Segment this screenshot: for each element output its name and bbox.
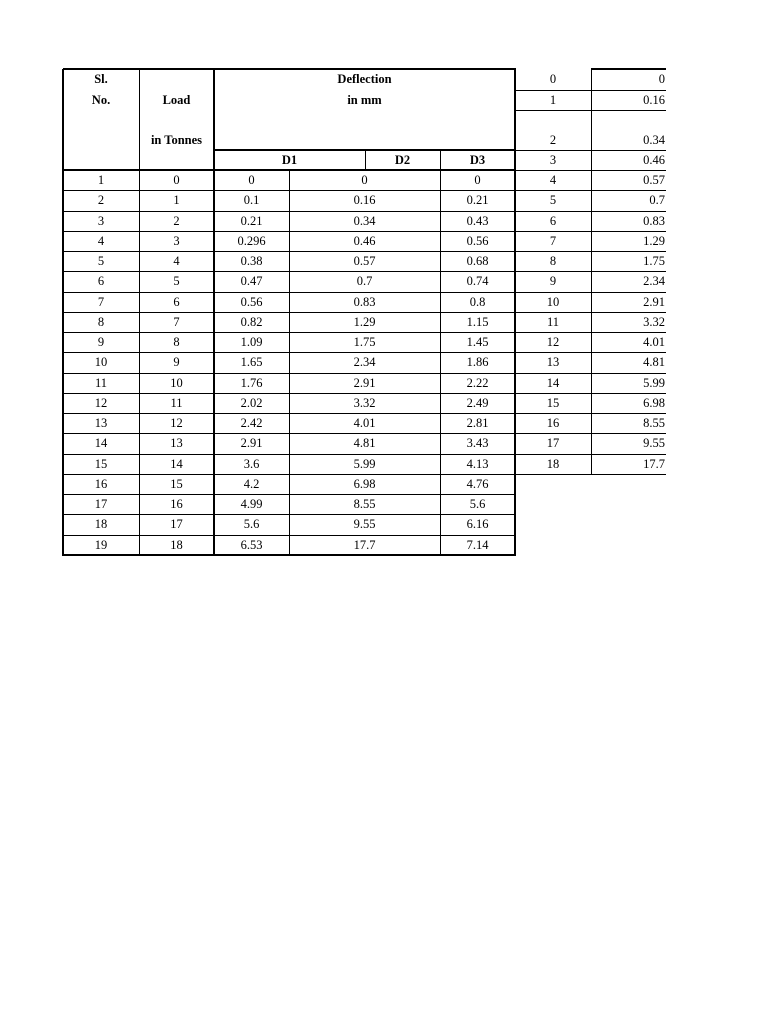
cell-d1: 1.65 [240, 355, 263, 370]
side-cell-x: 3 [549, 153, 557, 167]
side-cell-y: 3.32 [643, 314, 665, 329]
header-deflection: Deflection [337, 72, 392, 86]
cell-sl: 3 [97, 213, 105, 228]
cell-load: 7 [173, 314, 180, 329]
cell-d3: 0.68 [466, 254, 489, 268]
cell-d1: 2.42 [240, 416, 263, 430]
cell-d2: 8.55 [353, 497, 376, 511]
cell-d3: 4.76 [466, 476, 489, 491]
cell-d3: 5.6 [469, 497, 486, 511]
cell-d3: 0.21 [466, 193, 489, 208]
cell-sl: 6 [97, 274, 105, 289]
side-cell-y: 1.75 [643, 254, 665, 268]
cell-sl: 9 [97, 335, 105, 349]
cell-load: 16 [170, 497, 183, 511]
cell-d2: 2.34 [353, 355, 376, 370]
side-cell-x: 7 [549, 233, 557, 248]
side-cell-x: 9 [549, 274, 557, 289]
side-cell-x: 13 [546, 355, 560, 370]
side-cell-y: 0.57 [643, 173, 665, 187]
cell-d2: 1.75 [353, 335, 376, 349]
cell-d2: 5.99 [353, 456, 376, 471]
cell-load: 3 [173, 233, 180, 248]
cell-sl: 19 [94, 537, 108, 552]
cell-d3: 3.43 [466, 436, 489, 451]
header-in-mm: in mm [347, 93, 382, 107]
cell-d3: 6.16 [466, 517, 489, 532]
cell-d1: 1.76 [240, 375, 263, 390]
cell-load: 10 [170, 375, 183, 390]
cell-d3: 1.15 [466, 314, 489, 329]
header-in-tonnes: in Tonnes [150, 133, 203, 147]
cell-d3: 4.13 [466, 456, 489, 471]
side-cell-x: 15 [546, 395, 560, 410]
side-cell-x: 1 [549, 93, 557, 107]
cell-d3: 2.49 [466, 395, 489, 410]
side-cell-y: 0.83 [643, 213, 665, 228]
cell-d1: 0.1 [243, 193, 260, 208]
side-cell-y: 4.01 [643, 335, 665, 349]
cell-load: 17 [170, 517, 183, 532]
side-cell-x: 17 [546, 436, 560, 451]
cell-d2: 0 [361, 173, 368, 187]
side-cell-x: 2 [549, 133, 557, 147]
side-cell-y: 2.91 [643, 294, 665, 309]
header-d1: D1 [281, 153, 298, 167]
cell-d1: 0.38 [240, 254, 263, 268]
side-cell-x: 16 [546, 416, 560, 430]
side-cell-y: 0.7 [649, 193, 665, 208]
cell-d2: 3.32 [353, 395, 376, 410]
cell-d3: 0 [474, 173, 481, 187]
cell-load: 2 [173, 213, 180, 228]
cell-load: 11 [170, 395, 183, 410]
cell-load: 13 [170, 436, 183, 451]
cell-d2: 4.81 [353, 436, 376, 451]
header-d3: D3 [469, 153, 486, 167]
cell-d1: 0.47 [240, 274, 263, 289]
cell-d2: 4.01 [353, 416, 376, 430]
cell-sl: 14 [94, 436, 108, 451]
side-cell-y: 4.81 [643, 355, 665, 370]
cell-d3: 1.45 [466, 335, 489, 349]
side-cell-y: 0.46 [643, 153, 665, 167]
cell-d1: 6.53 [240, 537, 263, 552]
side-cell-y: 9.55 [643, 436, 665, 451]
cell-sl: 11 [94, 375, 108, 390]
cell-d1: 3.6 [243, 456, 260, 471]
cell-load: 4 [173, 254, 180, 268]
cell-d1: 0 [248, 173, 255, 187]
side-cell-x: 4 [549, 173, 557, 187]
side-cell-x: 18 [546, 456, 560, 471]
side-cell-x: 10 [546, 294, 560, 309]
cell-load: 18 [170, 537, 183, 552]
side-cell-y: 0 [658, 72, 665, 86]
cell-d2: 0.83 [353, 294, 376, 309]
side-cell-y: 17.7 [643, 456, 665, 471]
side-cell-x: 8 [549, 254, 557, 268]
cell-load: 12 [170, 416, 183, 430]
cell-d3: 2.81 [466, 416, 489, 430]
cell-d1: 4.99 [240, 497, 263, 511]
cell-d3: 7.14 [466, 537, 489, 552]
side-cell-y: 0.16 [643, 93, 665, 107]
side-cell-y: 2.34 [643, 274, 665, 289]
cell-d3: 0.74 [466, 274, 489, 289]
cell-load: 14 [170, 456, 183, 471]
cell-load: 15 [170, 476, 183, 491]
cell-d2: 2.91 [353, 375, 376, 390]
cell-d3: 0.8 [469, 294, 486, 309]
cell-sl: 10 [94, 355, 108, 370]
cell-d2: 0.7 [356, 274, 373, 289]
cell-load: 8 [173, 335, 180, 349]
side-cell-x: 5 [549, 193, 557, 208]
cell-sl: 12 [94, 395, 108, 410]
cell-d1: 0.56 [240, 294, 263, 309]
side-cell-x: 0 [549, 72, 557, 86]
cell-d2: 6.98 [353, 476, 376, 491]
header-load: Load [162, 93, 191, 107]
cell-d2: 1.29 [353, 314, 376, 329]
cell-d2: 9.55 [353, 517, 376, 532]
cell-d1: 1.09 [240, 335, 263, 349]
side-cell-y: 6.98 [643, 395, 665, 410]
cell-d3: 2.22 [466, 375, 489, 390]
cell-d3: 0.43 [466, 213, 489, 228]
cell-d1: 2.02 [240, 395, 263, 410]
header-sl: Sl. [94, 72, 108, 86]
cell-sl: 4 [97, 233, 105, 248]
cell-load: 0 [173, 173, 180, 187]
cell-d3: 0.56 [466, 233, 489, 248]
cell-d1: 0.82 [240, 314, 263, 329]
side-cell-x: 11 [546, 314, 560, 329]
side-cell-y: 0.34 [643, 133, 665, 147]
cell-sl: 5 [97, 254, 105, 268]
cell-d1: 0.296 [237, 233, 266, 248]
cell-d3: 1.86 [466, 355, 489, 370]
cell-d2: 0.16 [353, 193, 376, 208]
cell-load: 6 [173, 294, 180, 309]
cell-d2: 0.34 [353, 213, 376, 228]
cell-d1: 0.21 [240, 213, 263, 228]
cell-sl: 16 [94, 476, 108, 491]
cell-sl: 13 [94, 416, 108, 430]
cell-d2: 0.57 [353, 254, 376, 268]
header-no: No. [91, 93, 111, 107]
cell-sl: 7 [97, 294, 105, 309]
side-cell-x: 12 [546, 335, 560, 349]
cell-sl: 18 [94, 517, 108, 532]
cell-sl: 17 [94, 497, 108, 511]
cell-load: 5 [173, 274, 180, 289]
side-cell-y: 5.99 [643, 375, 665, 390]
side-cell-x: 14 [546, 375, 560, 390]
cell-d1: 4.2 [243, 476, 260, 491]
side-cell-y: 1.29 [643, 233, 665, 248]
cell-sl: 15 [94, 456, 108, 471]
cell-sl: 2 [97, 193, 105, 208]
header-d2: D2 [394, 153, 411, 167]
cell-load: 9 [173, 355, 180, 370]
cell-sl: 1 [97, 173, 105, 187]
cell-d2: 0.46 [353, 233, 376, 248]
cell-d2: 17.7 [353, 537, 376, 552]
cell-load: 1 [173, 193, 180, 208]
cell-d1: 5.6 [243, 517, 260, 532]
side-cell-y: 8.55 [643, 416, 665, 430]
cell-sl: 8 [97, 314, 105, 329]
side-cell-x: 6 [549, 213, 557, 228]
cell-d1: 2.91 [240, 436, 263, 451]
